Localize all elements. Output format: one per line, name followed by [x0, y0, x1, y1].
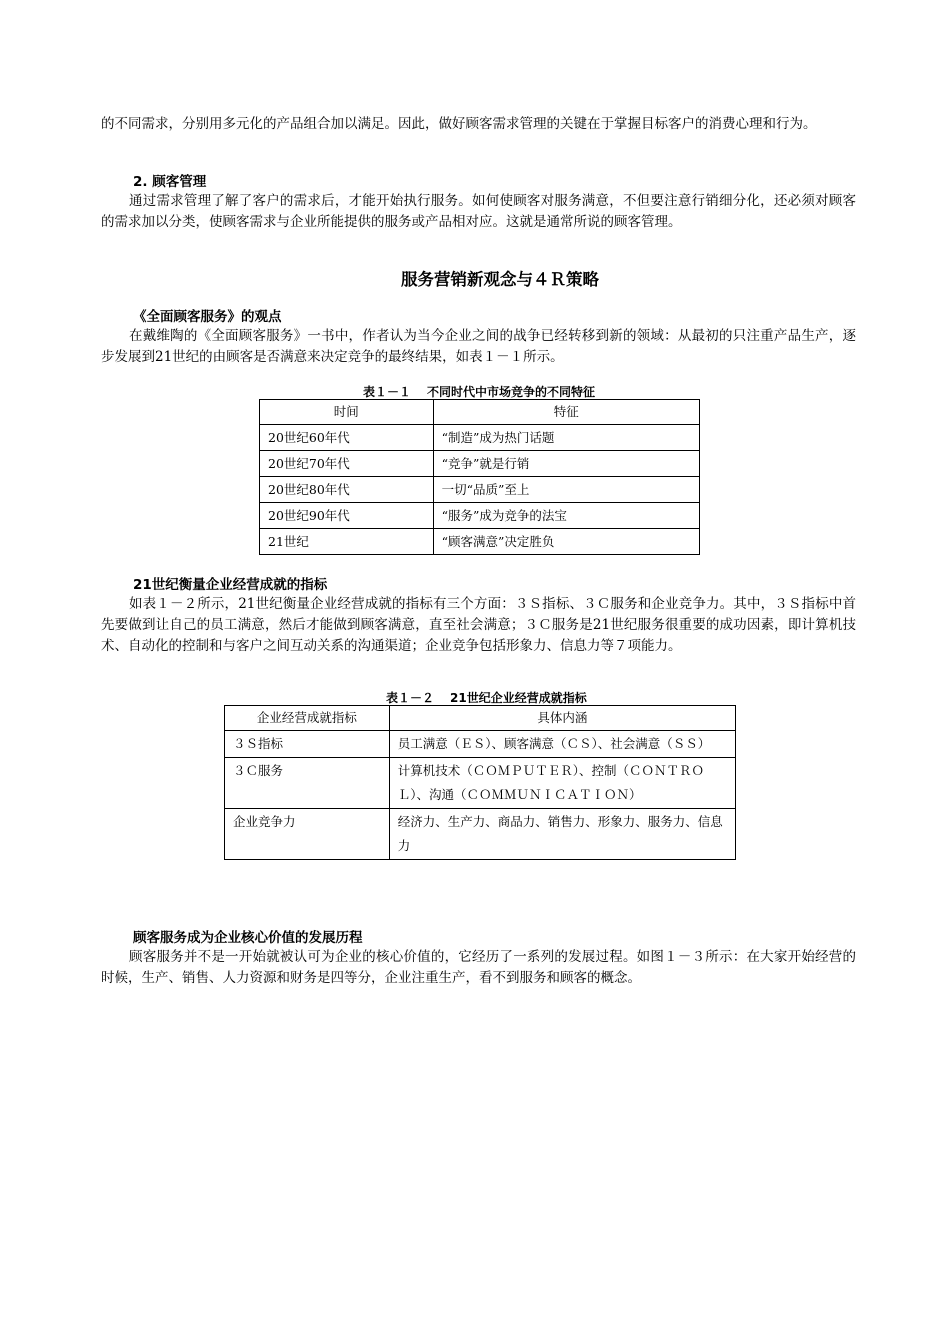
table-row: [260, 425, 700, 451]
indicators-paragraph: 如表１－２所示，21世纪衡量企业经营成就的指标有三个方面：３Ｓ指标、３Ｃ服务和企业竞争力。其中，３Ｓ指标中首先要做到让自己的员工满意，然后才能做到顾客满意，直至社会满意；３Ｃ服务是21世纪服务很重要的成功因素，即计算机技术、自动化的控制和与客户之间互动关系的沟通渠道；企业竞争包括形象力、信息力等７项能力。: [101, 596, 856, 654]
table2-caption: [386, 690, 587, 706]
table-cell: 20世纪60年代: [260, 425, 434, 451]
table-cell: “竞争”就是行销: [433, 451, 699, 477]
intro-paragraph: 的不同需求，分别用多元化的产品组合加以满足。因此，做好顾客需求管理的关键在于掌握目标客户的消费心理和行为。: [101, 116, 817, 132]
table-cell: ３Ｃ服务: [225, 758, 390, 809]
table-cell: 员工满意（ＥＳ）、顾客满意（ＣＳ）、社会满意（ＳＳ）: [389, 731, 735, 758]
table-cell: 20世纪90年代: [260, 503, 434, 529]
section-title: 服务营销新观念与４Ｒ策略: [401, 270, 599, 289]
column-header: 具体内涵: [389, 706, 735, 731]
table1-title: 不同时代中市场竞争的不同特征: [427, 385, 596, 399]
performance-indicators-table: [224, 705, 736, 860]
customer-management-paragraph: 通过需求管理了解了客户的需求后，才能开始执行服务。如何使顾客对服务满意，不但要注意行销细分化，还必须对顾客的需求加以分类，使顾客需求与企业所能提供的服务或产品相对应。这就是通常所说的顾客管理。: [101, 193, 856, 230]
table-cell: ３Ｓ指标: [225, 731, 390, 758]
table-row: [225, 731, 736, 758]
customer-management-heading: 2. 顾客管理: [133, 174, 207, 190]
table-cell: “顾客满意”决定胜负: [433, 529, 699, 555]
table-header-row: [260, 400, 700, 425]
table-cell: 20世纪70年代: [260, 451, 434, 477]
table-cell: 一切“品质”至上: [433, 477, 699, 503]
table-row: [225, 809, 736, 860]
table-cell: 计算机技术（ＣＯＭＰＵＴＥＲ）、控制（ＣＯＮＴＲＯＬ）、沟通（ＣＯＭＭＵＮＩＣＡＴＩＯＮ）: [389, 758, 735, 809]
table-row: [260, 477, 700, 503]
table-cell: 经济力、生产力、商品力、销售力、形象力、服务力、信息力: [389, 809, 735, 860]
full-customer-service-heading: 《全面顾客服务》的观点: [133, 309, 282, 325]
table-row: [260, 451, 700, 477]
column-header: 特征: [433, 400, 699, 425]
table-cell: “服务”成为竞争的法宝: [433, 503, 699, 529]
table2-title: 21世纪企业经营成就指标: [450, 691, 587, 705]
history-heading: 顾客服务成为企业核心价值的发展历程: [133, 930, 363, 946]
table-row: [260, 503, 700, 529]
table-cell: 21世纪: [260, 529, 434, 555]
full-customer-service-paragraph: 在戴维陶的《全面顾客服务》一书中，作者认为当今企业之间的战争已经转移到新的领域：从最初的只注重产品生产，逐步发展到21世纪的由顾客是否满意来决定竞争的最终结果，如表１－１所示。: [101, 328, 856, 365]
table1-caption: [363, 384, 595, 400]
table2-number: 表１－２: [386, 691, 435, 705]
table-header-row: [225, 706, 736, 731]
column-header: 企业经营成就指标: [225, 706, 390, 731]
table-cell: 企业竞争力: [225, 809, 390, 860]
competition-features-table: [259, 399, 700, 555]
table-cell: “制造”成为热门话题: [433, 425, 699, 451]
indicators-heading: 21世纪衡量企业经营成就的指标: [133, 577, 328, 593]
table-row: [225, 758, 736, 809]
table1-number: 表１－１: [363, 385, 412, 399]
history-paragraph: 顾客服务并不是一开始就被认可为企业的核心价值的，它经历了一系列的发展过程。如图１－３所示：在大家开始经营的时候，生产、销售、人力资源和财务是四等分，企业注重生产，看不到服务和顾客的概念。: [101, 949, 856, 986]
table-row: [260, 529, 700, 555]
table-cell: 20世纪80年代: [260, 477, 434, 503]
column-header: 时间: [260, 400, 434, 425]
